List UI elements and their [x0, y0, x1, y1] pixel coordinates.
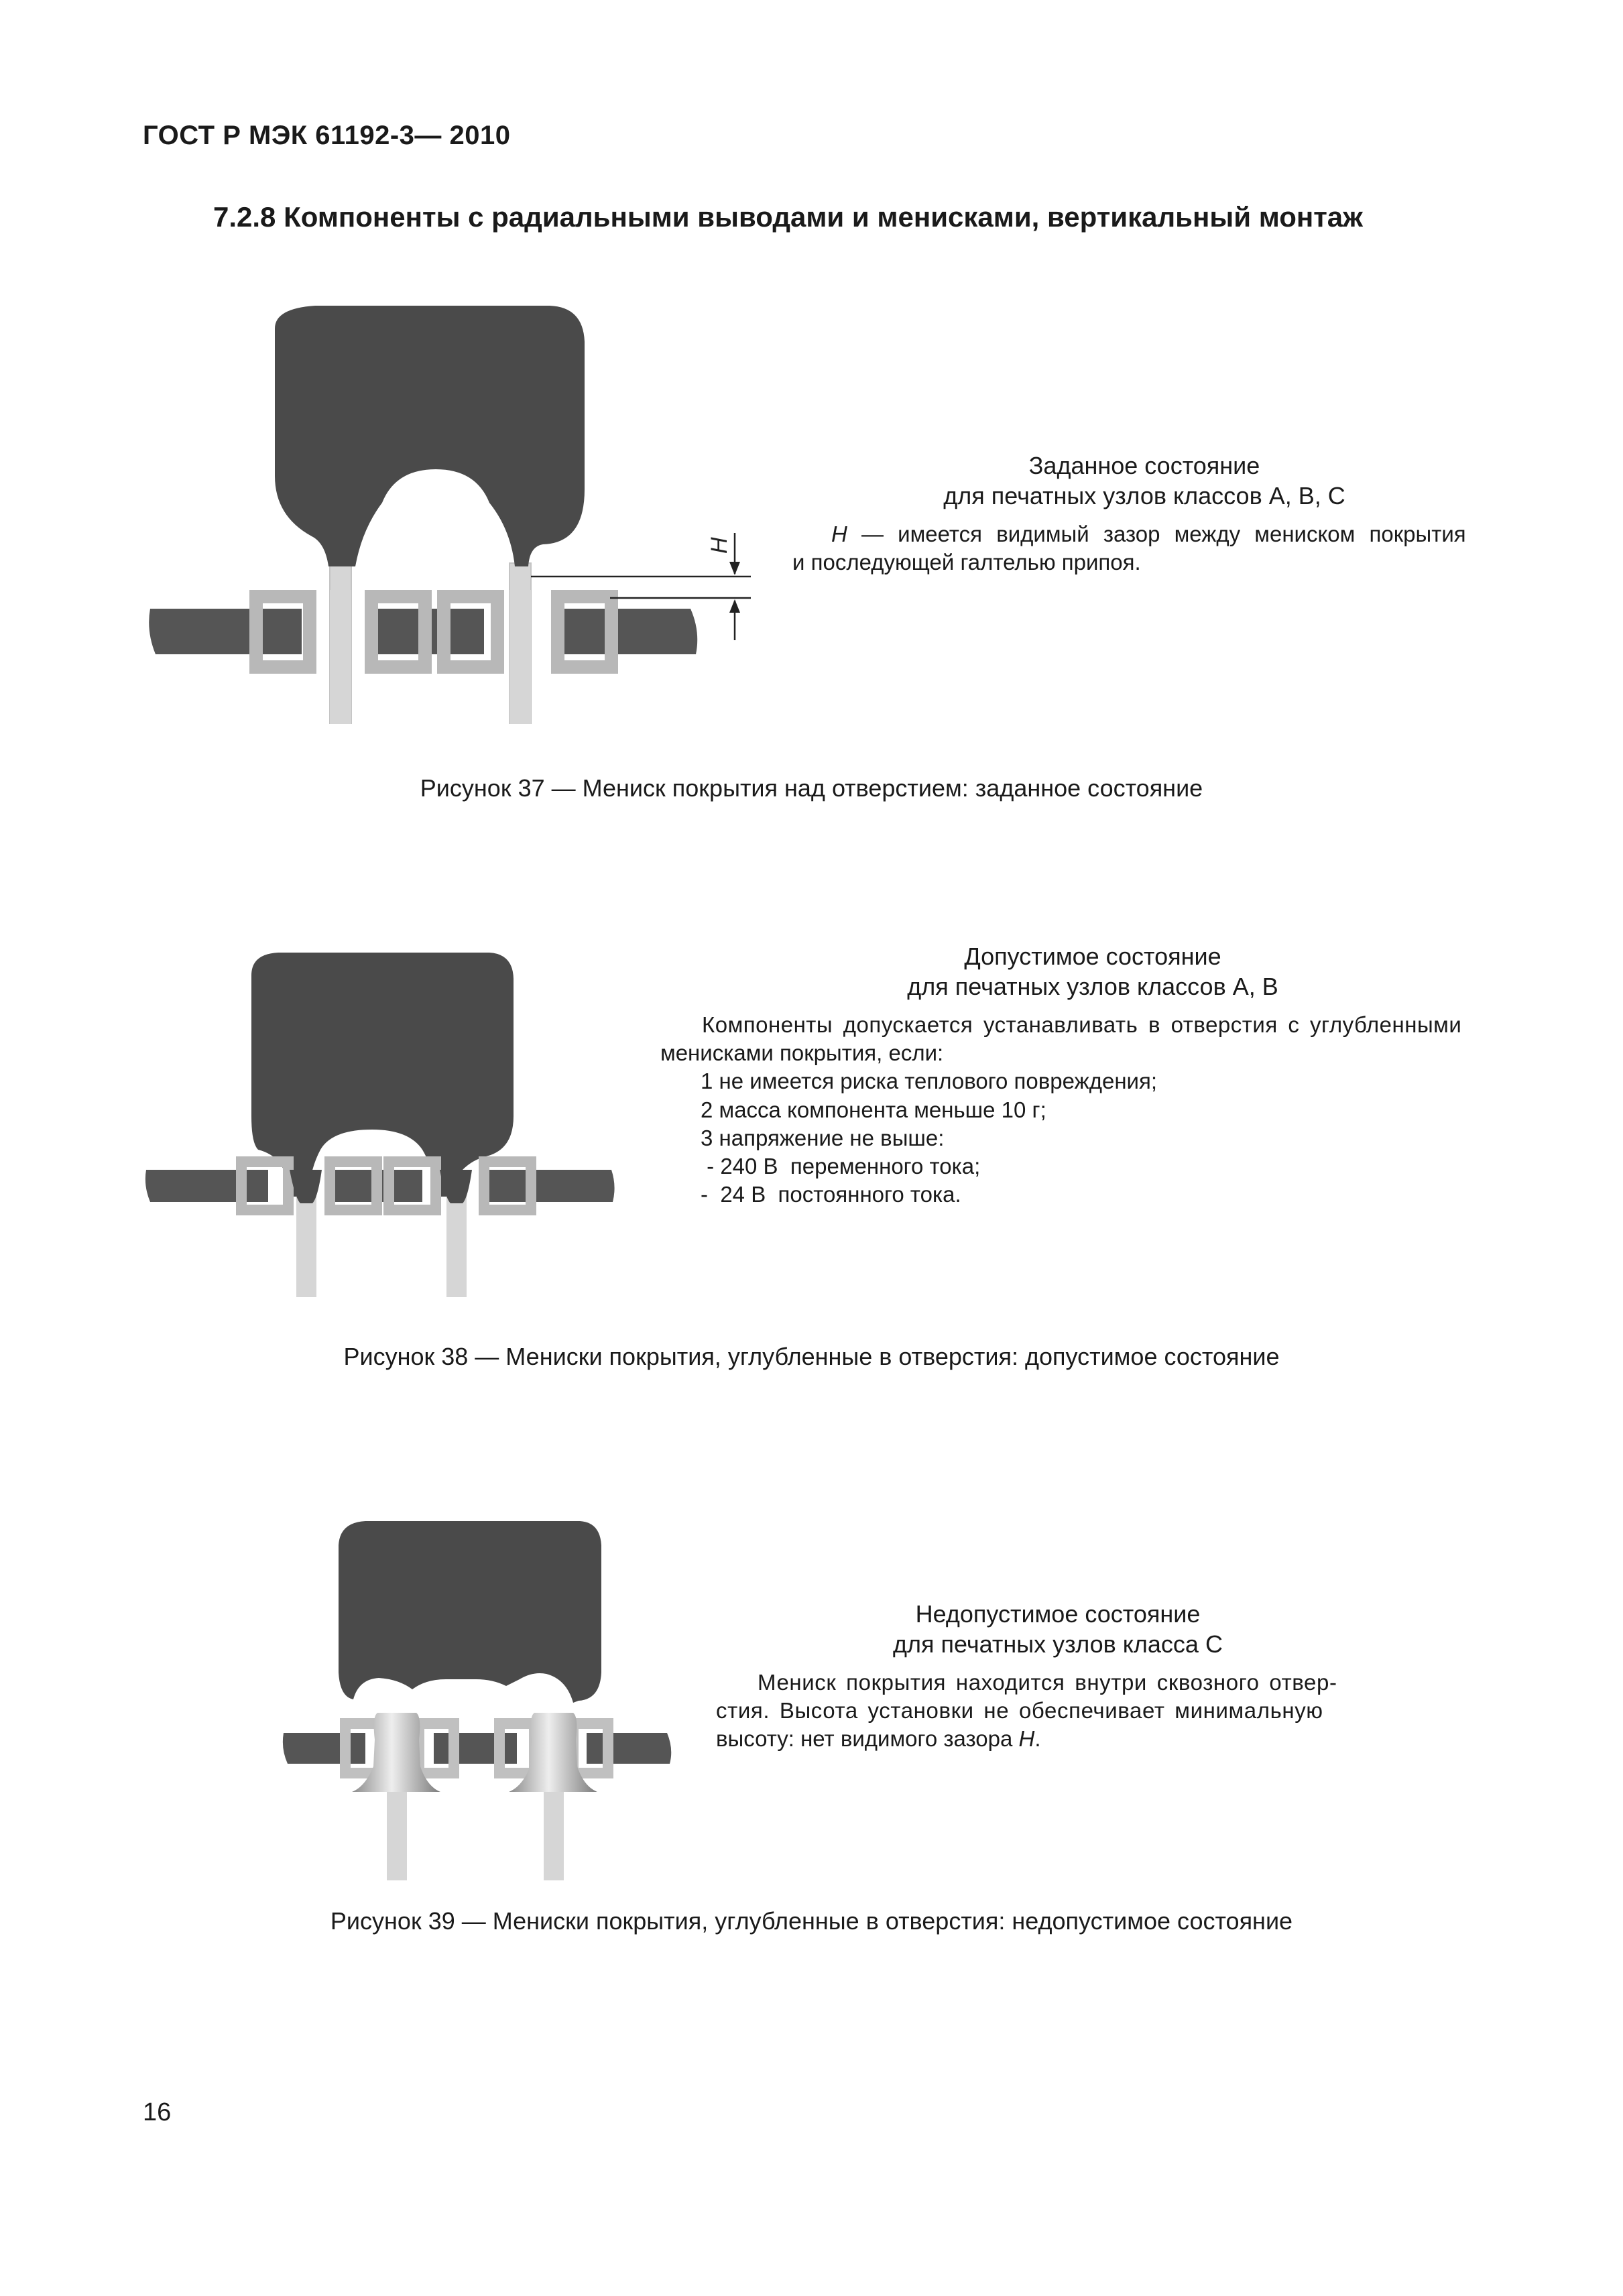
figure-38-item-1: 1 не имеется риска теплового повреждения; [701, 1069, 1158, 1094]
figure-39-state-title: Недопустимое состояние [915, 1600, 1201, 1628]
component-body [275, 306, 585, 566]
figure-38-intro-line2: менисками покрытия, если: [660, 1040, 944, 1066]
figure-38-state-title: Допустимое состояние [964, 943, 1221, 970]
document-code: ГОСТ Р МЭК 61192-3— 2010 [143, 121, 511, 150]
figure-37-desc-line2: и последующей галтелью припоя. [792, 550, 1141, 575]
pcb-board-right [489, 1170, 615, 1202]
page-number: 16 [143, 2098, 172, 2126]
meniscus-right [440, 1170, 472, 1203]
figure-39-caption: Рисунок 39 — Мениски покрытия, углубленные в отверстия: недопустимое состояние [330, 1907, 1293, 1935]
figure-39-desc-line3 [716, 1725, 1360, 1753]
pcb-board-right [563, 609, 697, 654]
figure-38-text [660, 941, 1498, 1209]
lead-right-through [509, 590, 531, 724]
figure-37-drawing [141, 302, 771, 724]
figure-39-text [716, 1599, 1360, 1754]
figure-38-caption: Рисунок 38 — Мениски покрытия, углубленные в отверстия: допустимое состояние [343, 1343, 1280, 1370]
meniscus-left [290, 1170, 322, 1203]
figure-37-caption: Рисунок 37 — Мениск покрытия над отверстием: заданное состояние [420, 774, 1203, 802]
dim-arrowhead-top [729, 562, 740, 575]
figure-38-drawing [141, 949, 623, 1297]
figure-39-drawing [278, 1518, 680, 1880]
component-body [339, 1521, 601, 1703]
figure-38-state-classes: для печатных узлов классов А, В [907, 973, 1278, 1000]
pcb-board-left [283, 1733, 365, 1764]
pcb-board-left [145, 1170, 268, 1202]
pcb-board-left [149, 609, 302, 654]
lead-left-through [330, 590, 351, 724]
figure-37-state-title: Заданное состояние [1028, 452, 1260, 479]
figure-39-h-symbol: H [1018, 1726, 1035, 1752]
dim-label-h: H [707, 537, 732, 554]
section-title: 7.2.8 Компоненты с радиальными выводами и менисками, вертикальный монтаж [213, 201, 1363, 233]
figure-39-desc-line1: Мениск покрытия находится внутри сквозного отвер- [758, 1670, 1337, 1695]
figure-37-description [792, 520, 1496, 548]
figure-38-intro-line1: Компоненты допускается устанавливать в отверстия с углубленными [702, 1012, 1462, 1037]
figure-37-desc-line1: — имеется видимый зазор между мениском покрытия [847, 522, 1466, 546]
dim-arrowhead-bottom [729, 599, 740, 613]
figure-37-h-symbol: H [831, 522, 847, 546]
figure-37-text [792, 450, 1496, 577]
figure-39-state-class: для печатных узлов класса С [893, 1630, 1223, 1658]
figure-37-state-classes: для печатных узлов классов А, В, С [943, 482, 1345, 509]
figure-38-item-2: 2 масса компонента меньше 10 г; [701, 1097, 1046, 1122]
pcb-board-right [587, 1733, 671, 1764]
figure-39-desc-line2: стия. Высота установки не обеспечивает минимальную [716, 1698, 1323, 1724]
figure-39-desc-line3-prefix: высоту: нет видимого зазора [716, 1726, 1019, 1752]
figure-39-desc-line3-suffix: . [1034, 1726, 1041, 1752]
figure-38-subitem-2: - 24 В постоянного тока. [701, 1182, 961, 1207]
figure-38-item-3: 3 напряжение не выше: [701, 1125, 945, 1150]
figure-38-subitem-1: - 240 В переменного тока; [701, 1154, 981, 1179]
